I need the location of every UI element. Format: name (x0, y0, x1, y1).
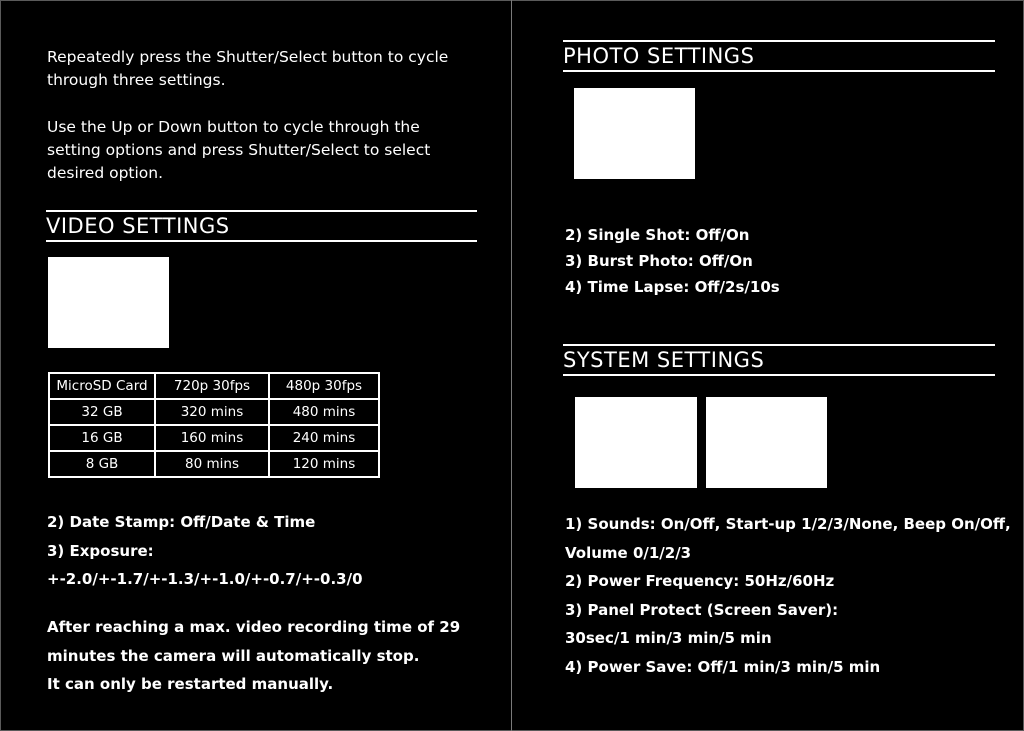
list-item: Volume 0/1/2/3 (565, 543, 692, 562)
intro-line: Use the Up or Down button to cycle through the (47, 118, 420, 136)
photo-settings-heading: PHOTO SETTINGS (563, 40, 995, 72)
intro-paragraph-1 (47, 46, 448, 92)
intro-paragraph-2 (47, 116, 430, 185)
list-item: 4) Time Lapse: Off/2s/10s (565, 278, 780, 296)
option-line: +-2.0/+-1.7/+-1.3/+-1.0/+-0.7/+-0.3/0 (47, 570, 363, 588)
table-header-row (49, 373, 379, 399)
list-item: 2) Single Shot: Off/On (565, 226, 750, 244)
table-cell: 240 mins (269, 425, 379, 451)
column-header: 720p 30fps (155, 373, 269, 399)
list-item: 30sec/1 min/3 min/5 min (565, 629, 772, 647)
table-cell: 8 GB (49, 451, 155, 477)
video-settings-heading: VIDEO SETTINGS (46, 210, 477, 242)
intro-line: Repeatedly press the Shutter/Select button to cycle (47, 48, 449, 66)
list-item: 2) Power Frequency: 50Hz/60Hz (565, 572, 835, 590)
option-line: 2) Date Stamp: Off/Date & Time (47, 513, 316, 531)
table-row (49, 399, 379, 425)
intro-line: setting options and press Shutter/Select to select (47, 141, 431, 159)
list-item: 1) Sounds: On/Off, Start-up 1/2/3/None, Beep On/Off, (565, 515, 1011, 533)
column-header: MicroSD Card (49, 373, 155, 399)
table-row (49, 425, 379, 451)
system-settings-image-1 (575, 397, 697, 488)
recording-time-table (48, 372, 380, 478)
system-options-list (565, 510, 1011, 681)
note-line: After reaching a max. video recording time of 29 (47, 618, 461, 636)
option-line: 3) Exposure: (47, 541, 154, 560)
table-cell: 320 mins (155, 399, 269, 425)
column-header: 480p 30fps (269, 373, 379, 399)
table-cell: 160 mins (155, 425, 269, 451)
note-line: minutes the camera will automatically stop. (47, 646, 420, 665)
table-cell: 32 GB (49, 399, 155, 425)
intro-line: through three settings. (47, 71, 226, 89)
system-settings-image-2 (706, 397, 827, 488)
intro-line: desired option. (47, 164, 164, 182)
table-row (49, 451, 379, 477)
table-cell: 16 GB (49, 425, 155, 451)
video-settings-image (48, 257, 169, 348)
system-settings-heading: SYSTEM SETTINGS (563, 344, 995, 376)
list-item: 3) Panel Protect (Screen Saver): (565, 600, 839, 619)
page-divider (511, 0, 512, 731)
video-options (47, 508, 363, 594)
photo-options-list (565, 222, 780, 300)
photo-settings-image (574, 88, 695, 179)
table-cell: 80 mins (155, 451, 269, 477)
table-cell: 120 mins (269, 451, 379, 477)
table-cell: 480 mins (269, 399, 379, 425)
list-item: 4) Power Save: Off/1 min/3 min/5 min (565, 657, 881, 676)
list-item: 3) Burst Photo: Off/On (565, 252, 753, 270)
recording-limit-note (47, 613, 460, 699)
note-line: It can only be restarted manually. (47, 675, 334, 693)
